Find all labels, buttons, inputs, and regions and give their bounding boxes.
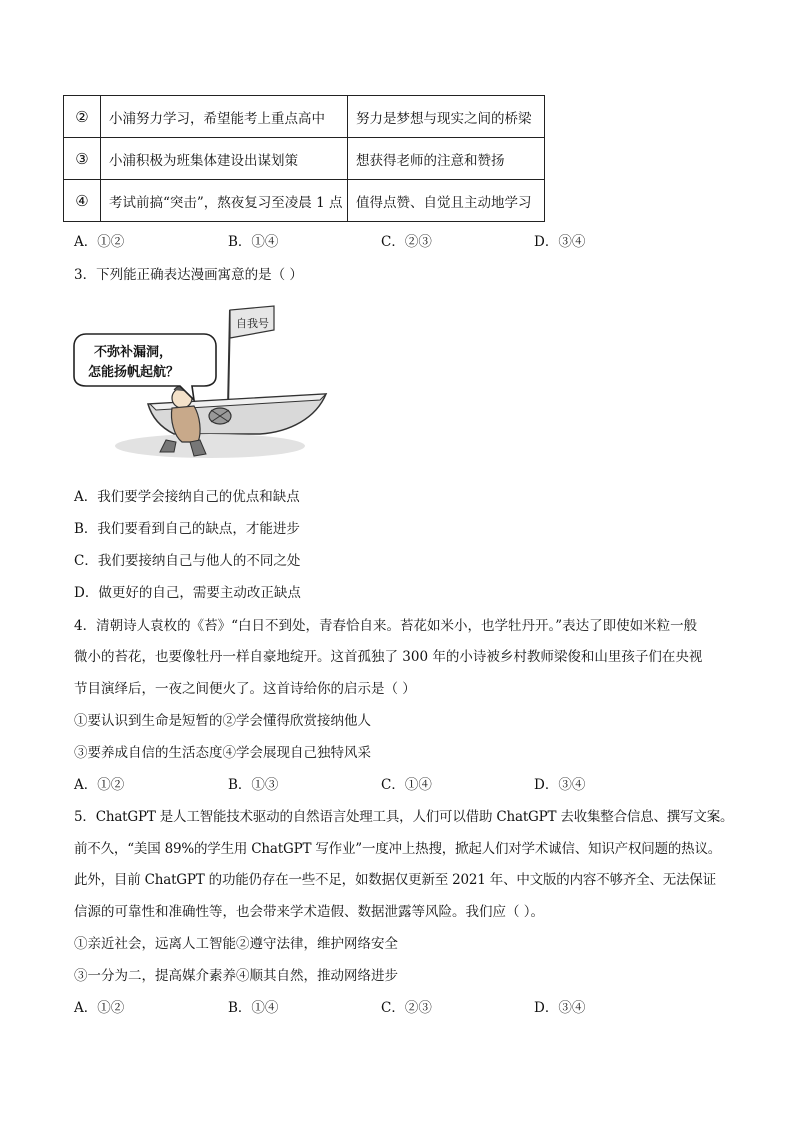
- q2-options: [74, 230, 634, 250]
- flag-text: 自我号: [236, 317, 269, 330]
- row-situation: 小浦积极为班集体建设出谋划策: [101, 138, 348, 180]
- option-c[interactable]: C．②③: [381, 1000, 432, 1016]
- q3-option-a[interactable]: A．我们要学会接纳自己的优点和缺点: [74, 489, 300, 505]
- option-d[interactable]: D．③④: [534, 234, 586, 250]
- table-row: [64, 138, 545, 180]
- q5-stem-line-3: 此外，目前 ChatGPT 的功能仍存在一些不足，如数据仅更新至 2021 年、中文版的内容不够齐全、无法保证: [74, 872, 716, 888]
- q5-statements-2: ③一分为二，提高媒介素养④顺其自然，推动网络进步: [74, 968, 398, 984]
- option-c[interactable]: C．①④: [381, 777, 432, 793]
- q5-options: [74, 996, 634, 1016]
- table-row: [64, 180, 545, 222]
- q4-stem-line-3: 节目演绎后，一夜之间便火了。这首诗给你的启示是（ ）: [74, 681, 416, 697]
- q4-statements-1: ①要认识到生命是短暂的②学会懂得欣赏接纳他人: [74, 713, 371, 729]
- ground-shadow: [115, 434, 305, 458]
- row-situation: 考试前搞“突击”，熬夜复习至凌晨 1 点: [101, 180, 348, 222]
- option-b[interactable]: B．①③: [228, 777, 279, 793]
- q3-option-d[interactable]: D．做更好的自己，需要主动改正缺点: [74, 585, 301, 601]
- option-d[interactable]: D．③④: [534, 1000, 586, 1016]
- bubble-line-1: 不弥补漏洞，: [94, 345, 173, 360]
- q4-statements-2: ③要养成自信的生活态度④学会展现自己独特风采: [74, 745, 371, 761]
- option-a[interactable]: A．①②: [74, 777, 125, 793]
- q4-stem-line-2: 微小的苔花，也要像牡丹一样自豪地绽开。这首孤独了 300 年的小诗被乡村教师梁俊和山里孩子们在央视: [74, 649, 703, 665]
- q3-stem: 3．下列能正确表达漫画寓意的是（ ）: [74, 267, 303, 283]
- q4-options: [74, 773, 634, 793]
- option-a[interactable]: A．①②: [74, 1000, 125, 1016]
- option-b[interactable]: B．①④: [228, 234, 279, 250]
- q5-stem-line-1: 5．ChatGPT 是人工智能技术驱动的自然语言处理工具，人们可以借助 ChatGPT 去收集整合信息、撰写文案。: [74, 809, 734, 825]
- option-b[interactable]: B．①④: [228, 1000, 279, 1016]
- cartoon-illustration: [70, 300, 332, 472]
- row-number: ②: [64, 96, 101, 138]
- q4-stem-line-1: 4．清朝诗人袁枚的《苔》“白日不到处，青春恰自来。苔花如米小，也学牡丹开。”表达了即使如米粒一般: [74, 618, 698, 634]
- row-evaluation: 值得点赞、自觉且主动地学习: [348, 180, 545, 222]
- table-row: [64, 96, 545, 138]
- row-number: ④: [64, 180, 101, 222]
- q2-table: [63, 95, 545, 222]
- option-d[interactable]: D．③④: [534, 777, 586, 793]
- q5-stem-line-4: 信源的可靠性和准确性等，也会带来学术造假、数据泄露等风险。我们应（ ）。: [74, 904, 545, 920]
- bubble-line-2: 怎能扬帆起航？: [88, 365, 180, 380]
- row-situation: 小浦努力学习，希望能考上重点高中: [101, 96, 348, 138]
- q5-stem-line-2: 前不久，“美国 89%的学生用 ChatGPT 写作业”一度冲上热搜，掀起人们对学术诚信、知识产权问题的热议。: [74, 841, 722, 857]
- row-evaluation: 想获得老师的注意和赞扬: [348, 138, 545, 180]
- row-number: ③: [64, 138, 101, 180]
- q3-option-b[interactable]: B．我们要看到自己的缺点，才能进步: [74, 521, 300, 537]
- q5-statements-1: ①亲近社会，远离人工智能②遵守法律，维护网络安全: [74, 936, 398, 952]
- q3-option-c[interactable]: C．我们要接纳自己与他人的不同之处: [74, 553, 301, 569]
- q3-cartoon: [70, 300, 332, 472]
- option-c[interactable]: C．②③: [381, 234, 432, 250]
- option-a[interactable]: A．①②: [74, 234, 125, 250]
- row-evaluation: 努力是梦想与现实之间的桥梁: [348, 96, 545, 138]
